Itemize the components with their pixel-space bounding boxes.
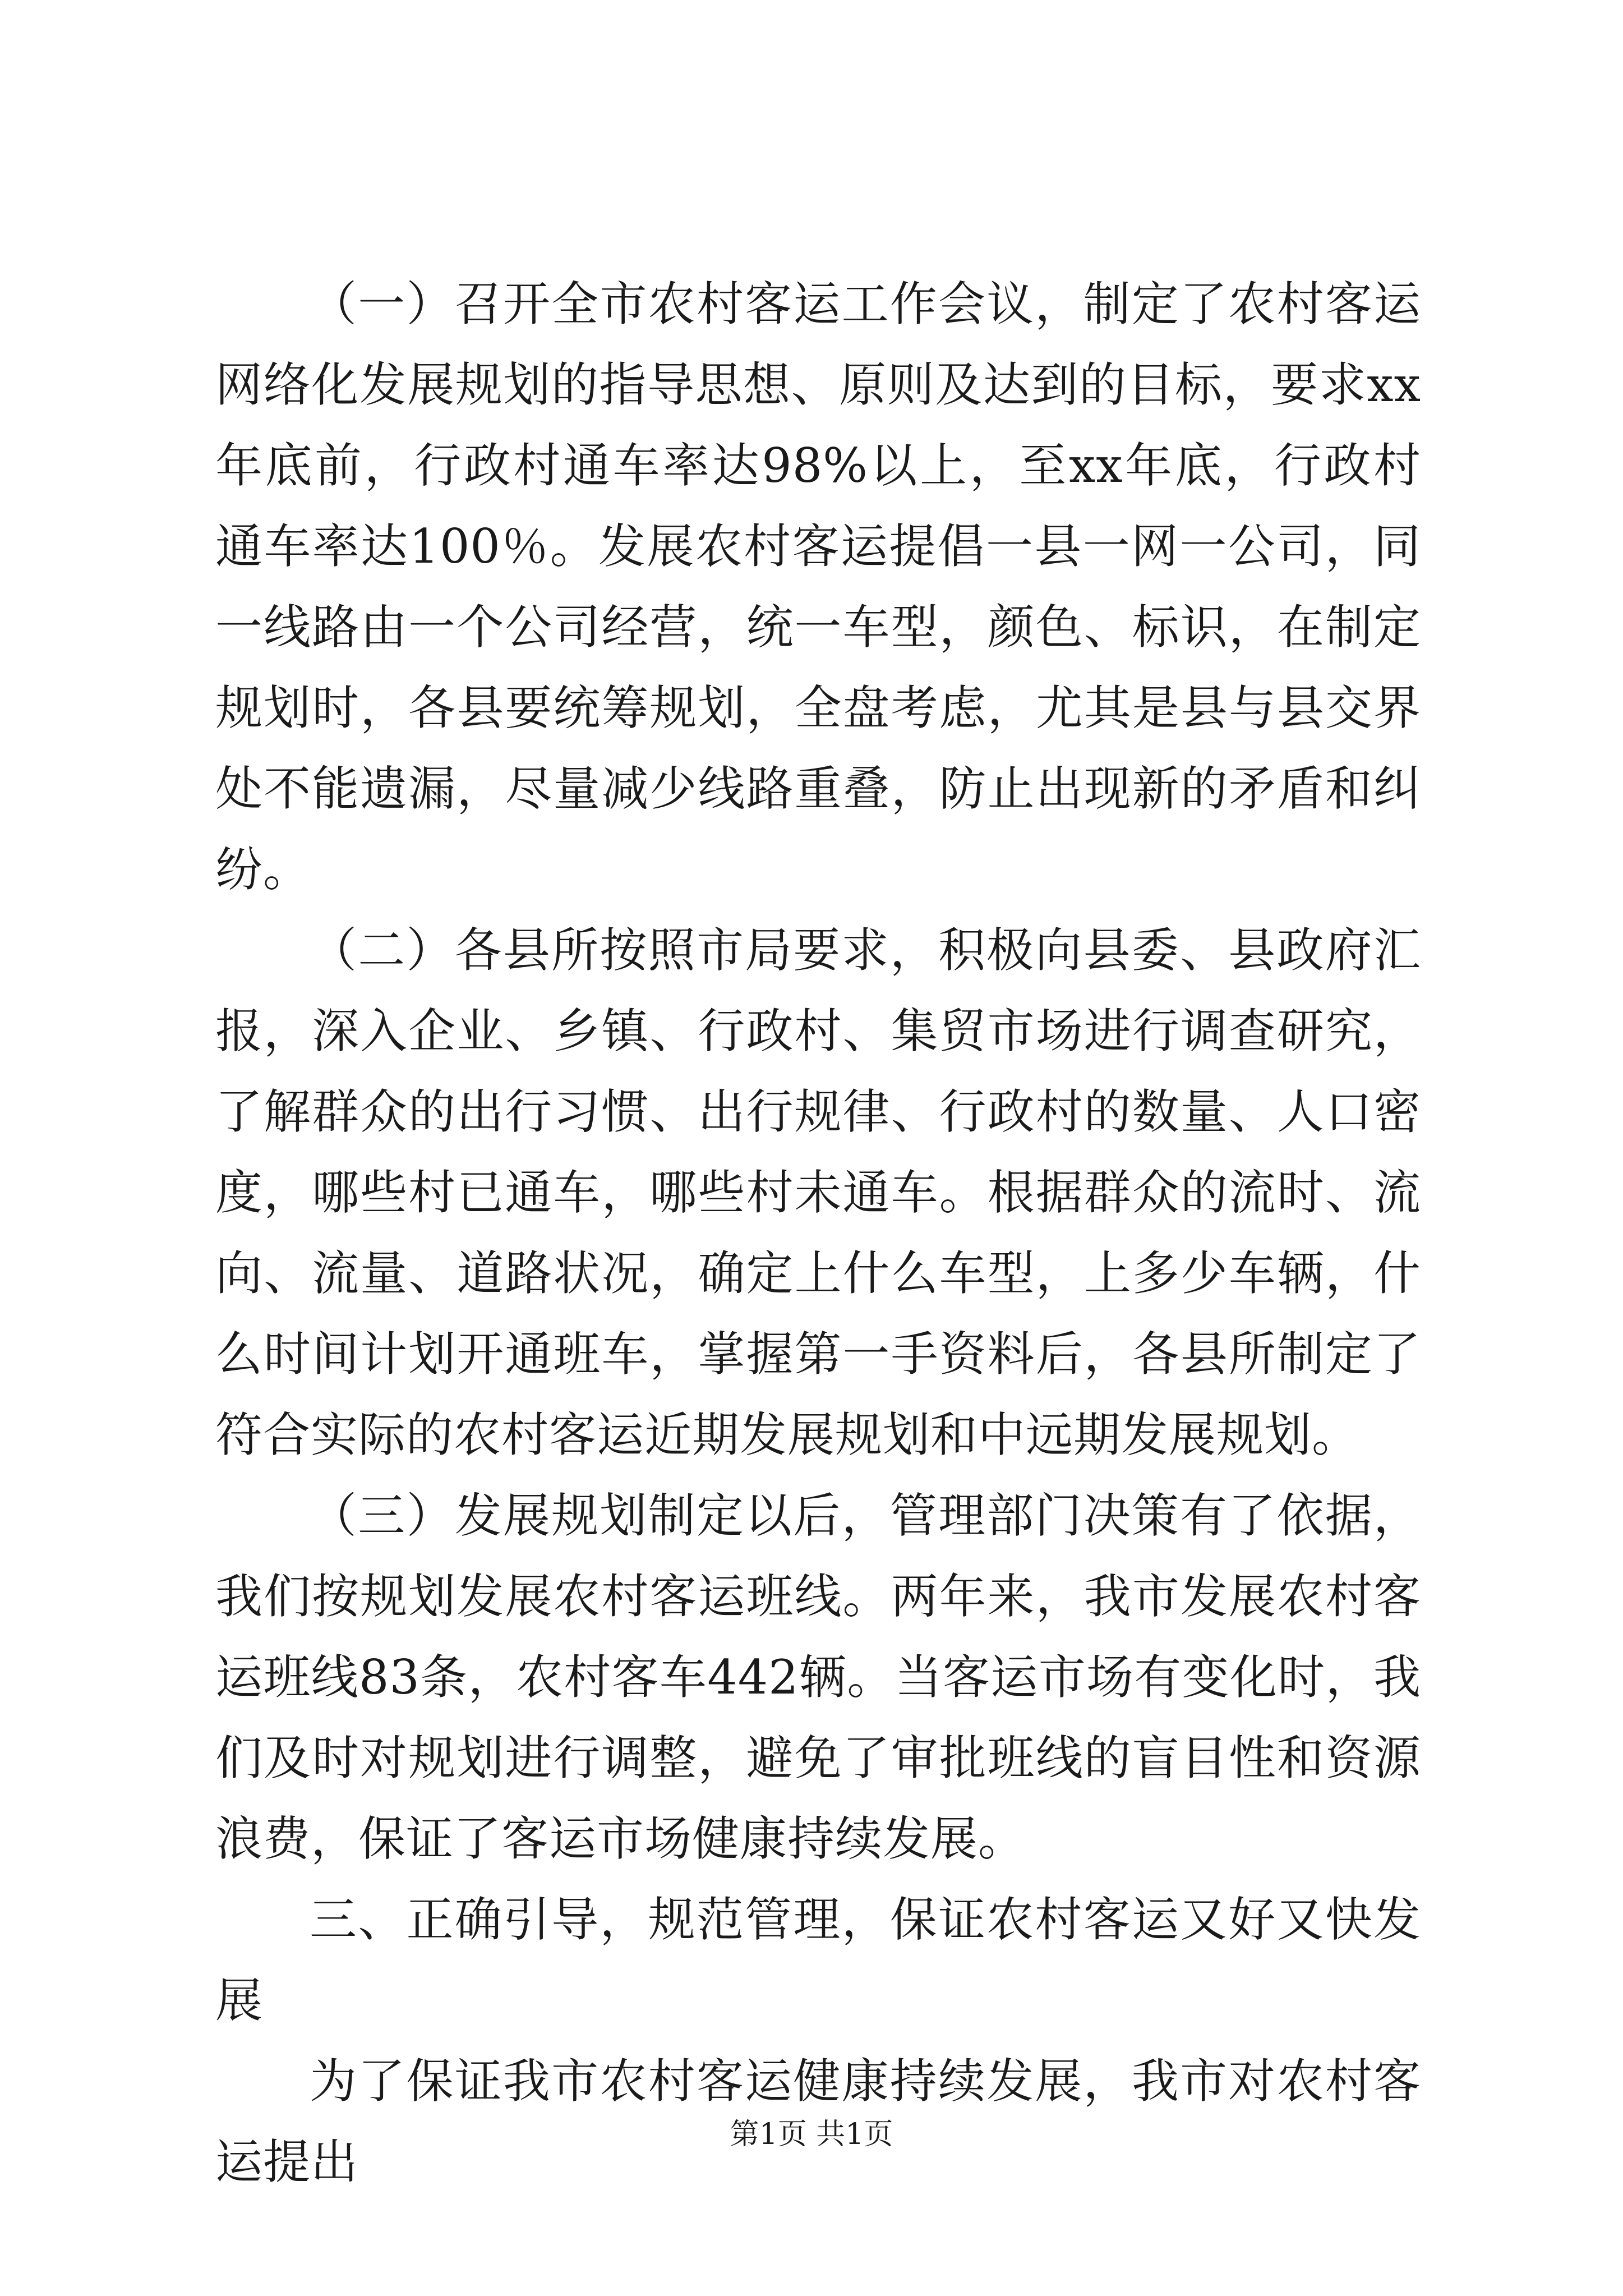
page-footer: 第1页 共1页 xyxy=(730,2118,893,2151)
paragraph-2: （二）各县所按照市局要求，积极向县委、县政府汇报，深入企业、乡镇、行政村、集贸市场进行调查研究，了解群众的出行习惯、出行规律、行政村的数量、人口密度，哪些村已通车，哪些村未通车。根据群众的流时、流向、流量、道路状况，确定上什么车型，上多少车辆，什么时间计划开通班车，掌握第一手资料后，各县所制定了符合实际的农村客运近期发展规划和中远期发展规划。 xyxy=(215,923,1421,1462)
section-heading: 三、正确引导，规范管理，保证农村客运又好又快发展 xyxy=(215,1892,1421,2028)
paragraph-1: （一）召开全市农村客运工作会议，制定了农村客运网络化发展规划的指导思想、原则及达到的目标，要求xx年底前，行政村通车率达98%以上，至xx年底，行政村通车率达100％。发展农村客运提倡一县一网一公司，同一线路由一个公司经营，统一车型，颜色、标识，在制定规划时，各县要统筹规划，全盘考虑，尤其是县与县交界处不能遗漏，尽量减少线路重叠，防止出现新的矛盾和纠纷。 xyxy=(215,277,1421,897)
document-body xyxy=(215,264,1421,2202)
paragraph-4: 为了保证我市农村客运健康持续发展，我市对农村客运提出 xyxy=(215,2054,1421,2189)
paragraph-3: （三）发展规划制定以后，管理部门决策有了依据，我们按规划发展农村客运班线。两年来，我市发展农村客运班线83条，农村客车442辆。当客运市场有变化时，我们及时对规划进行调整，避免了审批班线的盲目性和资源浪费，保证了客运市场健康持续发展。 xyxy=(215,1488,1421,1866)
